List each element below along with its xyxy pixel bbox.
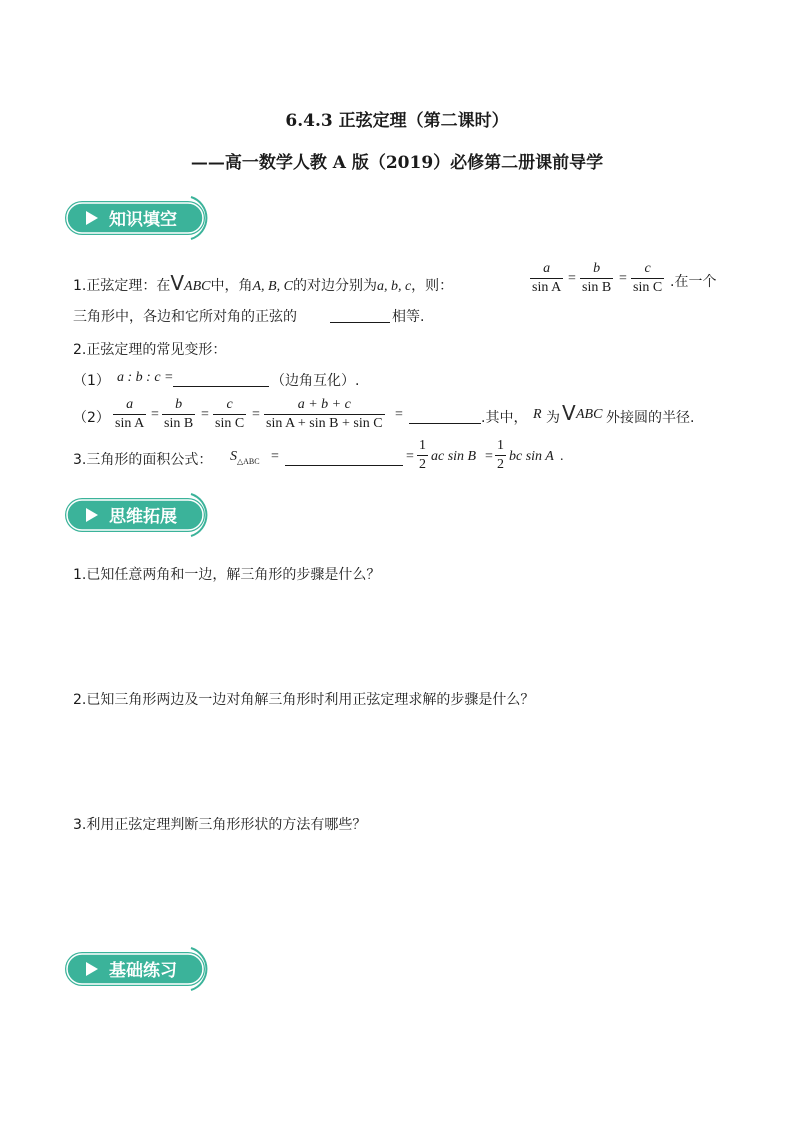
numerator: 1 <box>497 438 504 453</box>
ac-sinB: ac sin B <box>431 449 477 464</box>
equals-sign: = <box>271 449 279 464</box>
fraction-half <box>417 437 428 474</box>
q1-mid1: 中，角 <box>210 278 253 294</box>
denominator: sin B <box>164 416 194 431</box>
triangle-symbol: V <box>170 271 185 295</box>
thinking-question-2: 2.已知三角形两边及一边对角解三角形时利用正弦定理求解的步骤是什么？ <box>73 692 535 708</box>
play-icon <box>85 210 99 226</box>
q1-line2a: 三角形中，各边和它所对角的正弦的 <box>73 309 297 325</box>
q1-mid3: ，则： <box>411 278 454 294</box>
equals-sign: = <box>201 407 209 422</box>
denominator: sin A <box>115 416 145 431</box>
equals-sign: = <box>619 271 627 286</box>
fraction-a-sinA <box>113 396 146 433</box>
q2-1-expr: a : b : c = <box>117 370 174 385</box>
numerator: a <box>126 397 134 412</box>
denominator: sin C <box>633 280 663 295</box>
denominator: sin A + sin B + sin C <box>266 416 383 431</box>
q2-2-tail1: .其中， <box>481 410 528 426</box>
play-icon <box>85 961 99 977</box>
triangle-name: ABC <box>576 407 603 422</box>
section-title: 知识填空 <box>109 210 177 230</box>
section-badge-knowledge <box>63 193 213 243</box>
blank-q2-1 <box>173 386 269 387</box>
fraction-half <box>495 437 506 474</box>
period: . <box>560 449 564 464</box>
q1-tail: .在一个 <box>670 274 717 290</box>
numerator: a <box>543 261 551 276</box>
q1-prefix: 1.正弦定理：在 <box>73 278 171 294</box>
angles: A, B, C <box>252 279 293 294</box>
fraction-c-sinC <box>631 260 664 297</box>
equals-sign: = <box>485 449 493 464</box>
q2-2-tail2: 为 <box>546 410 560 426</box>
bc-sinA: bc sin A <box>509 449 554 464</box>
numerator: c <box>644 261 651 276</box>
section-badge-thinking <box>63 490 213 540</box>
fraction-sum <box>264 396 385 433</box>
thinking-question-1: 1.已知任意两角和一边，解三角形的步骤是什么？ <box>73 567 381 583</box>
q2-1-tail: （边角互化）. <box>271 373 360 389</box>
q2-1-label: （1） <box>73 373 110 389</box>
blank-q1 <box>330 322 390 323</box>
numerator: b <box>593 261 601 276</box>
q2-2-tail3: 外接圆的半径. <box>606 410 695 426</box>
radius-symbol: R <box>533 407 542 422</box>
section-title: 思维拓展 <box>109 507 177 527</box>
triangle-symbol: V <box>562 401 576 425</box>
area-S: S <box>230 449 237 464</box>
denominator: sin C <box>215 416 245 431</box>
page-title: 6.4.3 正弦定理（第二课时） <box>285 111 509 131</box>
fraction-b-sinB <box>580 260 613 297</box>
fraction-b-sinB <box>162 396 195 433</box>
play-icon <box>85 507 99 523</box>
denominator: 2 <box>497 457 504 472</box>
fraction-c-sinC <box>213 396 246 433</box>
page-subtitle: ——高一数学人教 A 版（2019）必修第二册课前导学 <box>190 153 604 173</box>
fill-q1-line1 <box>73 271 453 295</box>
denominator: 2 <box>419 457 426 472</box>
area-symbol <box>230 449 260 466</box>
equals-sign: = <box>252 407 260 422</box>
numerator: b <box>175 397 183 412</box>
section-title: 基础练习 <box>109 961 177 981</box>
sides: a, b, c <box>376 279 412 294</box>
q1-mid2: 的对边分别为 <box>292 278 377 294</box>
numerator: c <box>226 397 233 412</box>
equals-sign: = <box>395 407 403 422</box>
thinking-question-3: 3.利用正弦定理判断三角形形状的方法有哪些？ <box>73 817 367 833</box>
section-badge-practice <box>63 944 213 994</box>
equals-sign: = <box>151 407 159 422</box>
numerator: a + b + c <box>297 397 351 412</box>
q2-2-label: （2） <box>73 410 110 426</box>
q3-prefix: 3.三角形的面积公式： <box>73 452 213 468</box>
denominator: sin B <box>582 280 612 295</box>
blank-q2-2 <box>409 423 481 424</box>
q2-title: 2.正弦定理的常见变形： <box>73 342 227 358</box>
area-subscript: △ABC <box>237 456 260 466</box>
blank-q3 <box>285 465 403 466</box>
equals-sign: = <box>568 271 576 286</box>
numerator: 1 <box>419 438 426 453</box>
equals-sign: = <box>406 449 414 464</box>
q1-line2b: 相等. <box>392 309 425 325</box>
triangle-name: ABC <box>184 279 211 294</box>
denominator: sin A <box>532 280 562 295</box>
fraction-a-sinA <box>530 260 563 297</box>
